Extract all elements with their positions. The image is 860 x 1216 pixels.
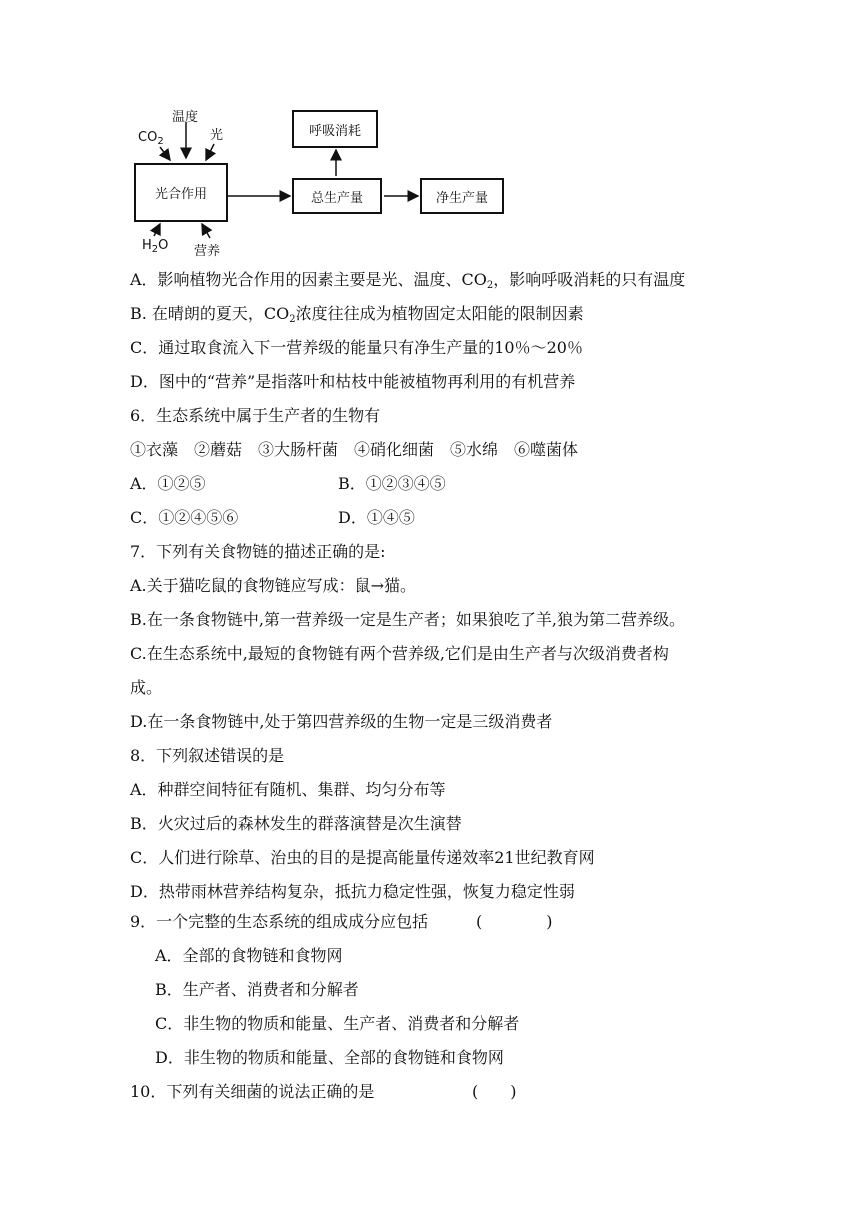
- q5-option-c: C．通过取食流入下一营养级的能量只有净生产量的10％～20％: [130, 338, 583, 357]
- q9-stem: 9．一个完整的生态系统的组成成分应包括: [130, 912, 429, 931]
- q8-option-a: A．种群空间特征有随机、集群、均匀分布等: [130, 780, 446, 799]
- gross-production-box: 总生产量: [292, 178, 382, 214]
- q6-items: ①衣藻 ②蘑菇 ③大肠杆菌 ④硝化细菌 ⑤水绵 ⑥噬菌体: [130, 440, 579, 459]
- q8-option-c: C．人们进行除草、治虫的目的是提高能量传递效率21世纪教育网: [130, 848, 595, 867]
- energy-flow-diagram: [128, 100, 528, 265]
- h2o-label: $H_2O$: [142, 238, 169, 255]
- q5-option-b: B. 在晴朗的夏天，$CO_2$浓度往往成为植物固定太阳能的限制因素: [130, 304, 584, 325]
- temperature-label: 温度: [172, 110, 199, 125]
- q9-option-c: C．非生物的物质和能量、生产者、消费者和分解者: [155, 1014, 520, 1033]
- q5-option-a: A．影响植物光合作用的因素主要是光、温度、$CO_2$，影响呼吸消耗的只有温度: [130, 270, 686, 291]
- q9-option-b: B．生产者、消费者和分解者: [155, 980, 359, 999]
- light-label: 光: [210, 128, 224, 143]
- q7-stem: 7．下列有关食物链的描述正确的是:: [130, 542, 386, 561]
- q7-option-d: D.在一条食物链中,处于第四营养级的生物一定是三级消费者: [130, 712, 553, 731]
- q7-option-c-cont: 成。: [130, 678, 163, 697]
- q9-option-d: D．非生物的物质和能量、全部的食物链和食物网: [155, 1048, 504, 1067]
- co2-label: $CO_2$: [138, 130, 164, 147]
- q6-option-c: C．①②④⑤⑥: [130, 508, 239, 527]
- q9-option-a: A．全部的食物链和食物网: [155, 946, 343, 965]
- q6-option-d: D．①④⑤: [338, 508, 415, 527]
- q8-stem: 8．下列叙述错误的是: [130, 746, 285, 765]
- q7-option-b: B.在一条食物链中,第一营养级一定是生产者；如果狼吃了羊,狼为第二营养级。: [130, 610, 686, 629]
- q7-option-a: A.关于猫吃鼠的食物链应写成：鼠→猫。: [130, 576, 417, 595]
- q10-stem: 10．下列有关细菌的说法正确的是: [130, 1082, 375, 1101]
- q5-option-d: D．图中的“营养”是指落叶和枯枝中能被植物再利用的有机营养: [130, 372, 576, 391]
- q6-option-b: B．①②③④⑤: [338, 474, 446, 493]
- q6-stem: 6．生态系统中属于生产者的生物有: [130, 406, 381, 425]
- q8-option-d: D．热带雨林营养结构复杂，抵抗力稳定性强，恢复力稳定性弱: [130, 882, 575, 901]
- photosynthesis-box: 光合作用: [134, 163, 228, 222]
- q9-answer-paren: ( ): [476, 912, 553, 931]
- nutrition-label: 营养: [194, 244, 221, 259]
- respiration-box: 呼吸消耗: [292, 110, 378, 148]
- q7-option-c: C.在生态系统中,最短的食物链有两个营养级,它们是由生产者与次级消费者构: [130, 644, 669, 663]
- net-production-box: 净生产量: [420, 178, 504, 214]
- q10-answer-paren: ( ): [472, 1082, 517, 1101]
- q6-option-a: A．①②⑤: [130, 474, 206, 493]
- q8-option-b: B．火灾过后的森林发生的群落演替是次生演替: [130, 814, 462, 833]
